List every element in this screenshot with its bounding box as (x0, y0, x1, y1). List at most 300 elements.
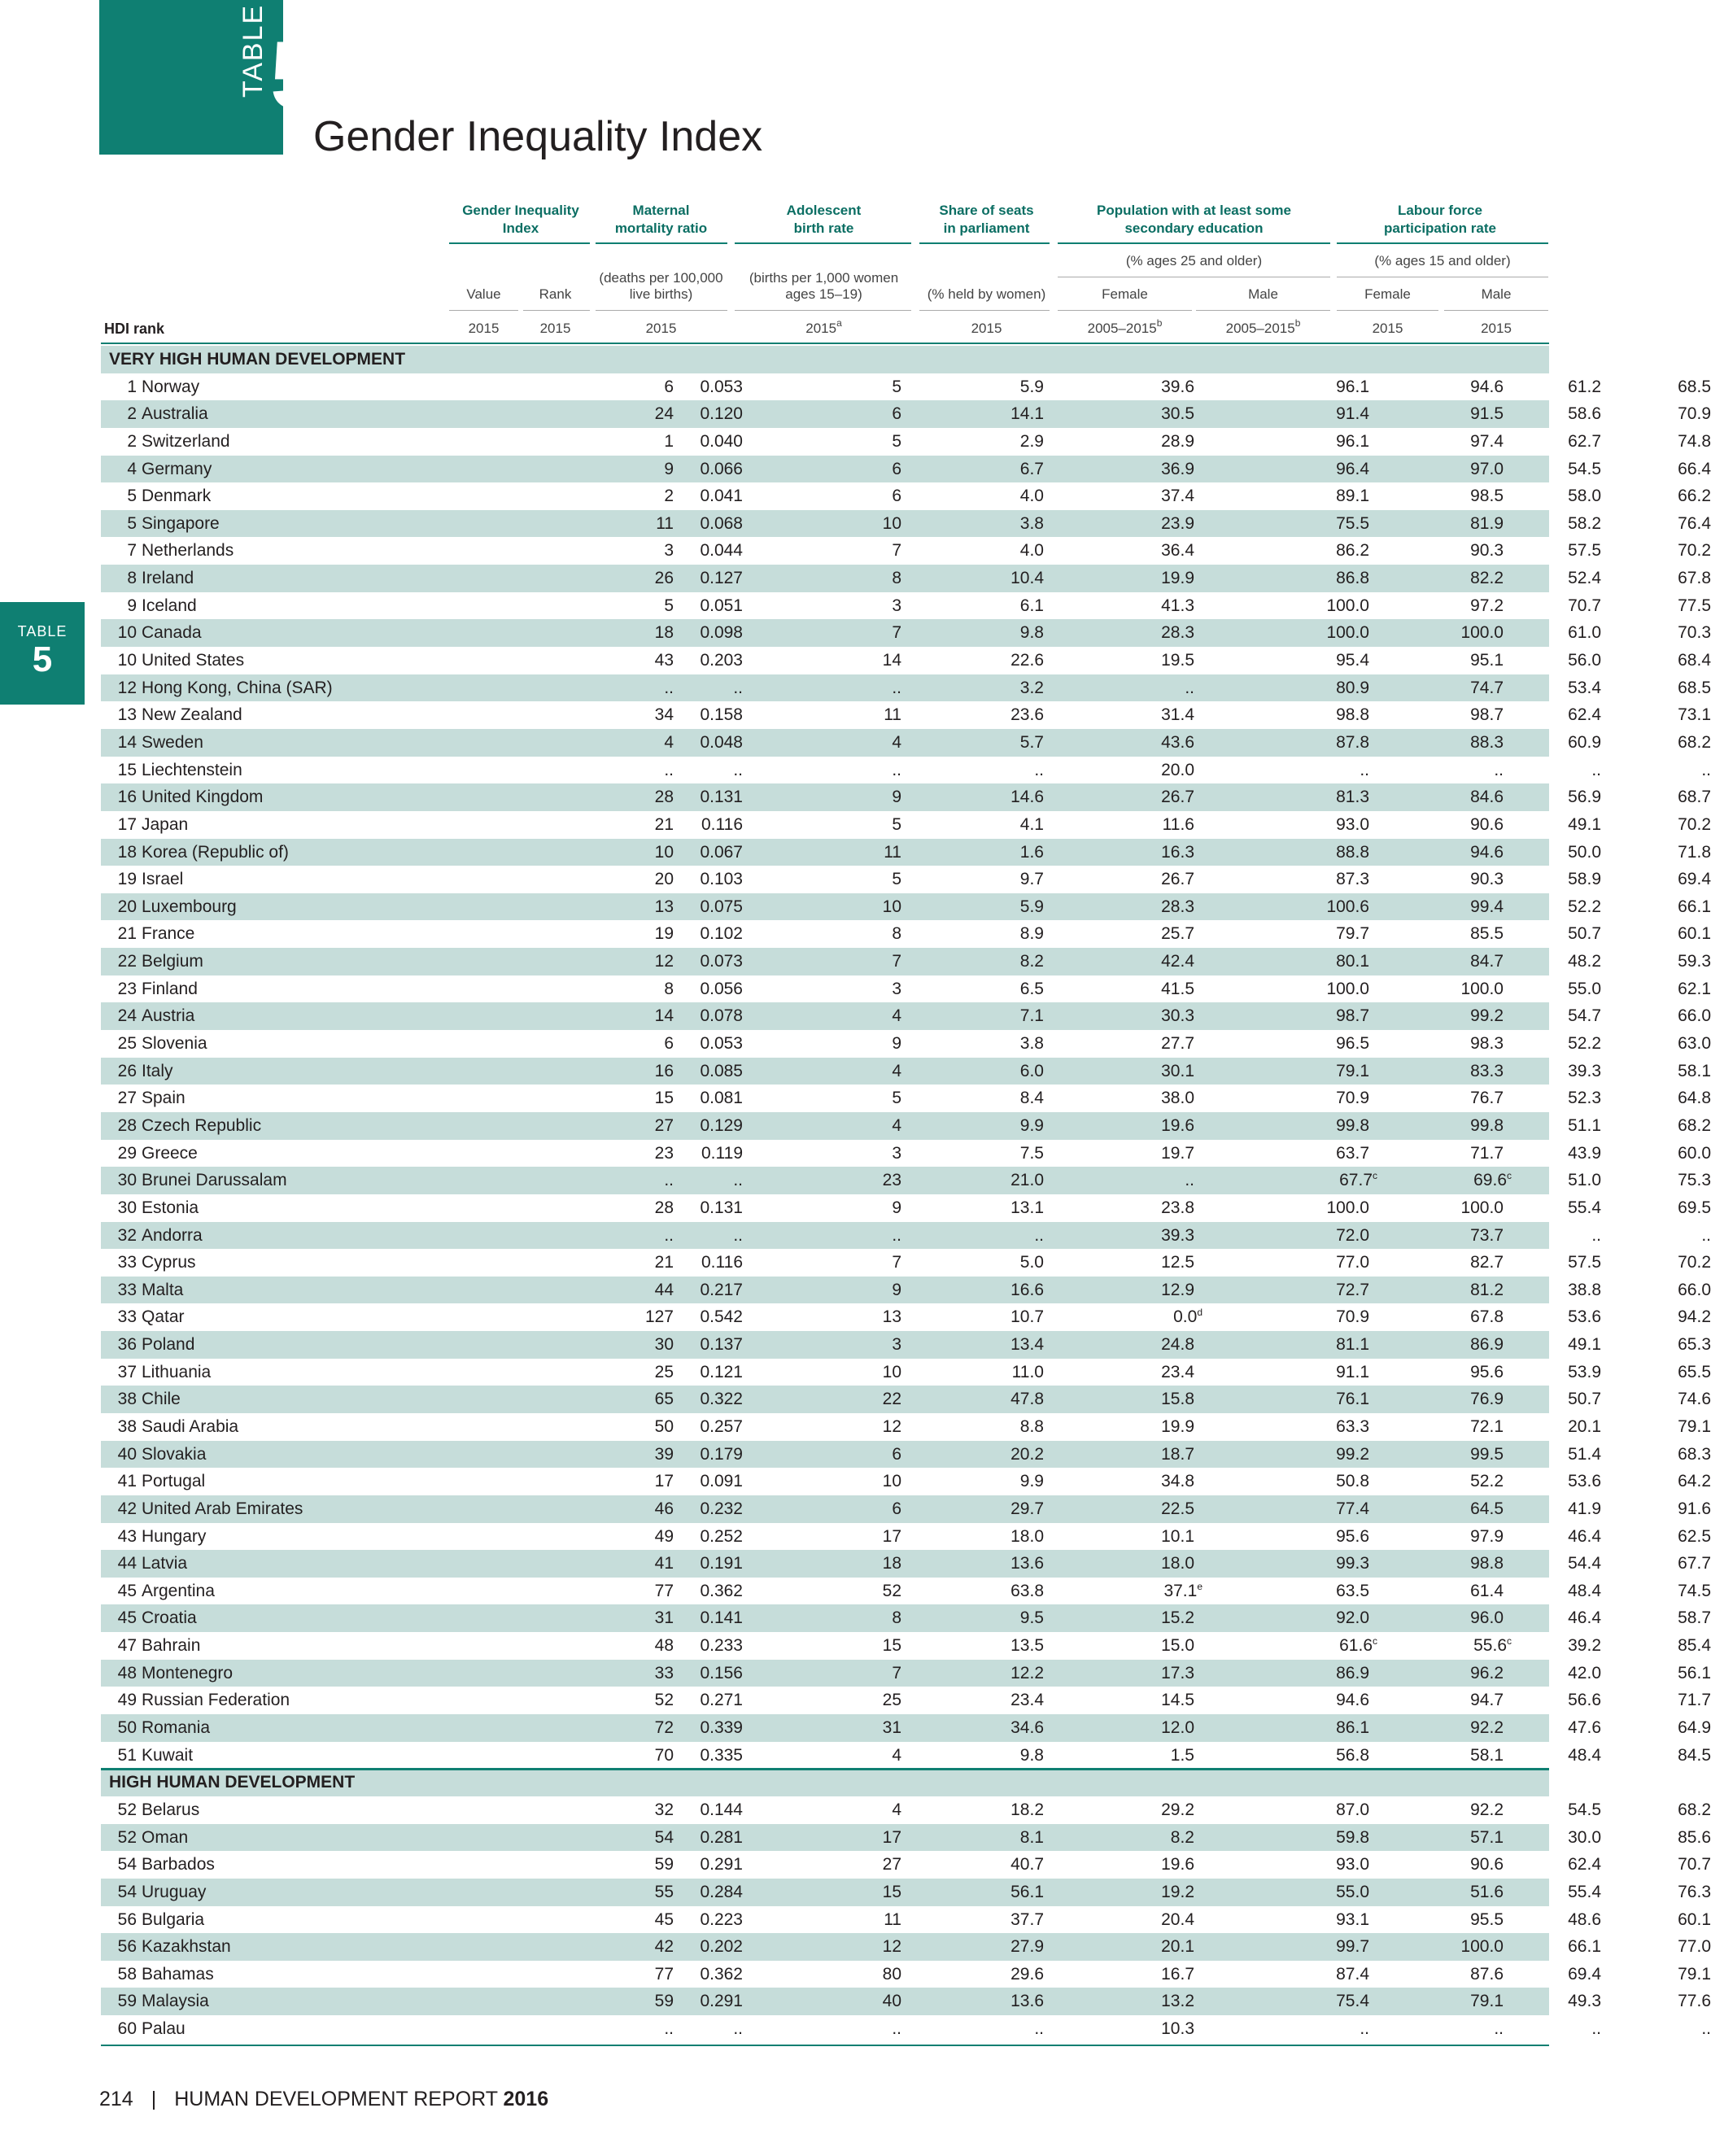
edu-female-cell: .. (1360, 2019, 1369, 2039)
table-row (101, 1632, 1711, 1660)
edu-female-cell: 95.4 (1336, 651, 1369, 670)
edu-female-cell: 50.8 (1336, 1472, 1369, 1491)
header-rule (1337, 310, 1438, 311)
edu-male-cell: 72.1 (1470, 1416, 1504, 1436)
edu-male-cell: 95.5 (1470, 1909, 1504, 1929)
abr-cell: 2.9 (1019, 431, 1044, 451)
lab-male-cell: 76.4 (1678, 513, 1711, 533)
edu-female-cell: 77.0 (1336, 1253, 1369, 1272)
lab-female-cell: 60.9 (1568, 732, 1601, 752)
gii-rank-cell: 45 (654, 1909, 674, 1929)
gii-rank-cell: 1 (664, 431, 674, 451)
edu-male-cell: 73.7 (1470, 1225, 1504, 1245)
hdi-rank-cell: 30 (117, 1198, 137, 1217)
lab-male-cell: 62.5 (1678, 1526, 1711, 1546)
parliament-cell: 41.5 (1161, 979, 1194, 998)
edu-male-cell: 86.9 (1470, 1335, 1504, 1355)
gii-rank-cell: 8 (664, 979, 674, 998)
table-row (101, 647, 1711, 674)
lab-female-cell: 58.6 (1568, 404, 1601, 424)
edu-female-cell: .. (1360, 760, 1369, 779)
lab-female-cell: 46.4 (1568, 1526, 1601, 1546)
edu-female-cell: 100.6 (1326, 897, 1369, 916)
gii-rank-cell: 11 (656, 513, 674, 533)
lab-female-cell: 53.4 (1568, 678, 1601, 697)
gii-rank-cell: 30 (654, 1335, 674, 1355)
hdi-rank-cell: 21 (117, 924, 137, 944)
country-cell: Belarus (142, 1800, 200, 1819)
mmr-cell: 9 (892, 1198, 901, 1217)
gii-rank-cell: 20 (654, 870, 674, 889)
table-row (101, 1386, 1711, 1413)
edu-male-cell: 100.0 (1460, 979, 1504, 998)
country-cell: United States (142, 651, 245, 670)
abr-cell: 8.9 (1019, 924, 1044, 944)
col-group-education: Population with at least some secondary education (1097, 203, 1291, 236)
table-row (101, 400, 1711, 428)
hdi-rank-cell: 37 (117, 1362, 137, 1381)
abr-cell: 7.1 (1019, 1006, 1044, 1026)
lab-female-cell: 58.0 (1568, 487, 1601, 506)
hdi-rank-cell: 24 (117, 1006, 137, 1026)
cell-value: 37.1 (1163, 1581, 1198, 1600)
country-cell: Poland (142, 1335, 195, 1355)
table-row (101, 1988, 1711, 2015)
lab-male-cell: 60.1 (1678, 924, 1711, 944)
table-row (101, 920, 1711, 948)
gii-value-cell: 0.119 (701, 1143, 743, 1163)
edu-male-cell: 97.9 (1470, 1526, 1504, 1546)
edu-female-cell: 81.1 (1336, 1335, 1369, 1355)
lab-male-cell: 60.0 (1678, 1143, 1711, 1163)
gii-value-cell: 0.223 (700, 1909, 743, 1929)
lab-male-cell: 70.2 (1678, 1253, 1711, 1272)
abr-cell: 9.9 (1019, 1472, 1044, 1491)
parliament-cell: 39.6 (1161, 377, 1194, 396)
hdi-rank-cell: 20 (117, 897, 137, 916)
parliament-cell: 26.7 (1161, 870, 1194, 889)
gii-rank-cell: 10 (654, 842, 674, 862)
gii-value-cell: 0.257 (700, 1416, 743, 1436)
parliament-cell: 23.4 (1161, 1362, 1194, 1381)
edu-male-cell: 96.0 (1470, 1608, 1504, 1628)
abr-cell: 18.2 (1010, 1800, 1044, 1819)
edu-female-cell: 72.0 (1336, 1225, 1369, 1245)
country-cell: Israel (142, 870, 184, 889)
parliament-cell: 28.9 (1161, 431, 1194, 451)
lab-male-cell: 68.2 (1678, 1115, 1711, 1135)
edu-female-cell: 93.0 (1336, 1855, 1369, 1874)
country-cell: Switzerland (142, 431, 230, 451)
edu-male-cell: 79.1 (1470, 1992, 1504, 2011)
country-cell: Malaysia (142, 1992, 209, 2011)
parliament-cell: 23.9 (1161, 513, 1194, 533)
year-mmr: 2015 (645, 321, 677, 336)
lab-male-cell: 64.8 (1678, 1089, 1711, 1108)
header-rule (1058, 242, 1330, 244)
mmr-cell: 40 (882, 1992, 901, 2011)
gii-rank-cell: 21 (654, 1253, 674, 1272)
lab-male-cell: 79.1 (1678, 1964, 1711, 1984)
mmr-cell: 25 (882, 1691, 901, 1710)
lab-male-cell: 76.3 (1678, 1882, 1711, 1901)
edu-female-cell: 89.1 (1336, 487, 1369, 506)
lab-male-cell: 77.0 (1678, 1937, 1711, 1957)
gii-rank-cell: 43 (654, 651, 674, 670)
gii-value-cell: 0.131 (700, 788, 743, 807)
lab-male-cell: 66.0 (1678, 1006, 1711, 1026)
gii-value-cell: 0.116 (701, 1253, 743, 1272)
unit-parliament: (% held by women) (927, 286, 1046, 302)
edu-male-cell: 95.6 (1470, 1362, 1504, 1381)
gii-rank-cell: 65 (654, 1390, 674, 1409)
table-row (101, 975, 1711, 1003)
gii-value-cell: .. (733, 1225, 743, 1245)
mmr-cell: 11 (884, 842, 901, 862)
edu-female-cell: 75.4 (1336, 1992, 1369, 2011)
lab-male-cell: 69.4 (1678, 870, 1711, 889)
parliament-cell: 37.4 (1161, 487, 1194, 506)
lab-male-cell: 73.1 (1678, 705, 1711, 725)
country-cell: Czech Republic (142, 1115, 262, 1135)
gii-value-cell: 0.120 (700, 404, 743, 424)
gii-rank-cell: 46 (654, 1499, 674, 1518)
table-row (101, 757, 1711, 784)
mmr-cell: 9 (892, 1280, 901, 1299)
gii-value-cell: 0.281 (700, 1827, 743, 1847)
hdi-rank-cell: 15 (117, 760, 137, 779)
page-title: Gender Inequality Index (313, 113, 763, 160)
edu-male-cell: 74.7 (1470, 678, 1504, 697)
lab-male-cell: 70.3 (1678, 623, 1711, 643)
parliament-cell: .. (1185, 678, 1194, 697)
edu-male-cell: 76.7 (1470, 1089, 1504, 1108)
parliament-cell: 1.5 (1170, 1745, 1194, 1765)
country-cell: Andorra (142, 1225, 203, 1245)
edu-male-cell: 81.2 (1470, 1280, 1504, 1299)
hdi-rank-cell: 38 (117, 1416, 137, 1436)
gii-rank-cell: 5 (664, 596, 674, 615)
hdi-rank-cell: 12 (117, 678, 137, 697)
lab-female-cell: 57.5 (1568, 1253, 1601, 1272)
hdi-rank-cell: 16 (117, 788, 137, 807)
edu-male-cell: 98.3 (1470, 1034, 1504, 1054)
abr-cell: 9.5 (1019, 1608, 1044, 1628)
mmr-cell: 80 (882, 1964, 901, 1984)
lab-female-cell: 58.2 (1568, 513, 1601, 533)
abr-cell: 8.1 (1019, 1827, 1044, 1847)
table-row (101, 893, 1711, 921)
edu-female-cell: 96.1 (1336, 431, 1369, 451)
parliament-cell: 36.9 (1161, 459, 1194, 478)
table-row (101, 1714, 1711, 1742)
country-cell: Japan (142, 814, 189, 834)
edu-female-cell: 87.0 (1336, 1800, 1369, 1819)
lab-female-cell: 54.4 (1568, 1554, 1601, 1573)
hdi-rank-cell: 22 (117, 952, 137, 971)
parliament-cell: 17.3 (1161, 1663, 1194, 1682)
parliament-cell: 23.8 (1161, 1198, 1194, 1217)
gii-value-cell: 0.053 (700, 1034, 743, 1054)
edu-male-cell: 84.6 (1470, 788, 1504, 807)
gii-value-cell: 0.048 (700, 732, 743, 752)
gii-rank-cell: 77 (654, 1964, 674, 1984)
edu-female-cell: 59.8 (1336, 1827, 1369, 1847)
lab-female-cell: 70.7 (1568, 596, 1601, 615)
subhead-lab-female: Female (1364, 286, 1411, 302)
mmr-cell: 23 (882, 1171, 901, 1190)
country-cell: Italy (142, 1061, 173, 1080)
mmr-cell: 3 (892, 1143, 901, 1163)
table-row (101, 592, 1711, 620)
lab-male-cell: 74.6 (1678, 1390, 1711, 1409)
gii-value-cell: 0.284 (700, 1882, 743, 1901)
lab-female-cell: 57.5 (1568, 541, 1601, 561)
lab-male-cell: 70.9 (1678, 404, 1711, 424)
mmr-cell: .. (892, 1225, 901, 1245)
mmr-cell: 4 (892, 1745, 901, 1765)
mmr-cell: 3 (892, 979, 901, 998)
edu-male-cell: 83.3 (1470, 1061, 1504, 1080)
gii-rank-cell: 14 (654, 1006, 674, 1026)
mmr-cell: 4 (892, 1115, 901, 1135)
gii-value-cell: 0.091 (700, 1472, 743, 1491)
hdi-rank-cell: 54 (117, 1882, 137, 1901)
table-row (101, 948, 1711, 975)
lab-female-cell: 53.9 (1568, 1362, 1601, 1381)
hdi-rank-cell: 13 (117, 705, 137, 725)
lab-female-cell: 30.0 (1568, 1827, 1601, 1847)
country-cell: Romania (142, 1718, 211, 1738)
parliament-cell: 19.9 (1161, 569, 1194, 588)
section-title: VERY HIGH HUMAN DEVELOPMENT (109, 350, 406, 369)
gii-rank-cell: 72 (654, 1718, 674, 1738)
abr-cell: .. (1034, 1225, 1044, 1245)
edu-male-cell: 92.2 (1470, 1800, 1504, 1819)
table-number: 5 (270, 22, 324, 129)
hdi-rank-cell: 4 (127, 459, 137, 478)
lab-female-cell: 51.0 (1568, 1171, 1601, 1190)
hdi-rank-cell: 25 (117, 1034, 137, 1054)
edu-male-cell: 100.0 (1460, 1937, 1504, 1957)
unit-mmr: (deaths per 100,000 live births) (599, 270, 723, 302)
country-cell: Cyprus (142, 1253, 196, 1272)
edu-male-cell: 90.6 (1470, 814, 1504, 834)
country-cell: Saudi Arabia (142, 1416, 239, 1436)
edu-male-cell: 91.5 (1470, 404, 1504, 424)
section-title: HIGH HUMAN DEVELOPMENT (109, 1773, 356, 1792)
mmr-cell: 8 (892, 569, 901, 588)
lab-female-cell: 56.6 (1568, 1691, 1601, 1710)
edu-female-cell: 75.5 (1336, 513, 1369, 533)
parliament-cell: 22.5 (1161, 1499, 1194, 1518)
header-rule (1058, 310, 1192, 311)
mmr-cell: 9 (892, 1034, 901, 1054)
lab-female-cell: 38.8 (1568, 1280, 1601, 1299)
parliament-cell: 12.5 (1161, 1253, 1194, 1272)
edu-female-cell: 99.8 (1336, 1115, 1369, 1135)
table-row (101, 839, 1711, 866)
edu-female-cell: 91.1 (1336, 1362, 1369, 1381)
mmr-cell: 4 (892, 1061, 901, 1080)
lab-male-cell: 70.2 (1678, 541, 1711, 561)
table-row (101, 1303, 1711, 1331)
lab-male-cell: 85.4 (1678, 1636, 1711, 1656)
lab-female-cell: 20.1 (1568, 1416, 1601, 1436)
edu-female-cell: 99.3 (1336, 1554, 1369, 1573)
hdi-rank-cell: 36 (117, 1335, 137, 1355)
gii-value-cell: 0.232 (700, 1499, 743, 1518)
gii-rank-cell: 34 (654, 705, 674, 725)
parliament-cell: 11.6 (1162, 814, 1194, 834)
hdi-rank-cell: 10 (117, 651, 137, 670)
abr-cell: 8.2 (1019, 952, 1044, 971)
edu-female-cell: 91.4 (1336, 404, 1369, 424)
abr-cell: 3.2 (1019, 678, 1044, 697)
table-row (101, 1523, 1711, 1551)
cell-value: 69.6 (1473, 1171, 1507, 1190)
parliament-cell: 25.7 (1161, 924, 1194, 944)
gii-value-cell: 0.044 (700, 541, 743, 561)
parliament-cell: 19.6 (1161, 1115, 1194, 1135)
mmr-cell: 11 (884, 1909, 901, 1929)
table-row (101, 1906, 1711, 1934)
lab-male-cell: 68.5 (1678, 678, 1711, 697)
year-abr (736, 317, 911, 337)
section-header (101, 1769, 1549, 1796)
abr-cell: 7.5 (1019, 1143, 1044, 1163)
lab-male-cell: 66.4 (1678, 459, 1711, 478)
table-row (101, 373, 1711, 401)
mmr-cell: 10 (882, 897, 901, 916)
lab-female-cell: 39.2 (1568, 1636, 1601, 1656)
gii-value-cell: 0.137 (700, 1335, 743, 1355)
table-row (101, 1933, 1711, 1961)
table-row (101, 1742, 1711, 1770)
lab-male-cell: 75.3 (1678, 1171, 1711, 1190)
lab-male-cell: 65.3 (1678, 1335, 1711, 1355)
edu-male-cell: 96.2 (1470, 1663, 1504, 1682)
lab-male-cell: 84.5 (1678, 1745, 1711, 1765)
hdi-rank-cell: 45 (117, 1581, 137, 1600)
gii-rank-cell: 32 (654, 1800, 674, 1819)
footnote-marker: e (1197, 1580, 1203, 1592)
mmr-cell: 6 (892, 1444, 901, 1464)
mmr-cell: 7 (892, 952, 901, 971)
hdi-rank-cell: 19 (117, 870, 137, 889)
year-lab-female: 2015 (1372, 321, 1403, 336)
hdi-rank-cell: 2 (127, 431, 137, 451)
parliament-cell: 41.3 (1161, 596, 1194, 615)
edu-male-cell: 64.5 (1470, 1499, 1504, 1518)
hdi-rank-cell: 17 (117, 814, 137, 834)
abr-cell: 20.2 (1010, 1444, 1044, 1464)
parliament-cell: 19.6 (1161, 1855, 1194, 1874)
lab-female-cell: 50.7 (1568, 1390, 1601, 1409)
hdi-rank-cell: 5 (127, 513, 137, 533)
hdi-rank-cell: 42 (117, 1499, 137, 1518)
gii-value-cell: 0.056 (700, 979, 743, 998)
parliament-cell: 19.5 (1161, 651, 1194, 670)
year-gii-rank: 2015 (539, 321, 571, 336)
abr-cell: 8.4 (1019, 1089, 1044, 1108)
year-edu-female (1058, 317, 1192, 337)
lab-female-cell: 39.3 (1568, 1061, 1601, 1080)
gii-value-cell: 0.335 (700, 1745, 743, 1765)
lab-male-cell: 64.2 (1678, 1472, 1711, 1491)
country-cell: Sweden (142, 732, 203, 752)
hdi-rank-cell: 49 (117, 1691, 137, 1710)
hdi-rank-cell: 44 (117, 1554, 137, 1573)
lab-female-cell: 48.4 (1568, 1581, 1601, 1600)
edu-female-cell: 63.3 (1336, 1416, 1369, 1436)
lab-male-cell: 70.2 (1678, 814, 1711, 834)
hdi-rank-cell: 52 (117, 1800, 137, 1819)
abr-cell: 14.6 (1010, 788, 1044, 807)
table-row (101, 1468, 1711, 1495)
table-row (101, 1112, 1711, 1140)
cell-value: 0.0 (1173, 1307, 1198, 1327)
edu-female-cell: 99.2 (1336, 1444, 1369, 1464)
parliament-cell: .. (1185, 1171, 1194, 1190)
gii-value-cell: 0.121 (700, 1362, 743, 1381)
mmr-cell: 12 (882, 1416, 901, 1436)
lab-male-cell: 77.6 (1678, 1992, 1711, 2011)
abr-cell: 23.6 (1010, 705, 1044, 725)
edu-male-cell: 82.2 (1470, 569, 1504, 588)
edu-female-cell: 92.0 (1336, 1608, 1369, 1628)
table-row (101, 1167, 1711, 1194)
gii-rank-cell: 9 (664, 459, 674, 478)
mmr-cell: 10 (882, 1472, 901, 1491)
country-cell: New Zealand (142, 705, 242, 725)
country-cell: Barbados (142, 1855, 215, 1874)
gii-rank-cell: 28 (654, 1198, 674, 1217)
lab-male-cell: 74.8 (1678, 431, 1711, 451)
country-cell: Bahrain (142, 1636, 201, 1656)
country-cell: Luxembourg (142, 897, 237, 916)
table-row (101, 619, 1711, 647)
lab-male-cell: 68.3 (1678, 1444, 1711, 1464)
edu-female-cell: 88.8 (1336, 842, 1369, 862)
edu-male-cell: 97.2 (1470, 596, 1504, 615)
mmr-cell: 7 (892, 1663, 901, 1682)
footnote-marker: b (1294, 317, 1301, 329)
edu-male-cell: 82.7 (1470, 1253, 1504, 1272)
lab-female-cell: 49.3 (1568, 1992, 1601, 2011)
parliament-cell: 29.2 (1161, 1800, 1194, 1819)
abr-cell: 13.4 (1010, 1335, 1044, 1355)
abr-cell: 6.0 (1019, 1061, 1044, 1080)
gii-value-cell: .. (733, 760, 743, 779)
abr-cell: 63.8 (1010, 1581, 1044, 1600)
gii-value-cell: 0.291 (700, 1855, 743, 1874)
edu-female-cell: 93.1 (1336, 1909, 1369, 1929)
gii-value-cell: 0.129 (700, 1115, 743, 1135)
mmr-cell: 4 (892, 1006, 901, 1026)
abr-cell: .. (1034, 760, 1044, 779)
edu-female-cell: 79.1 (1336, 1061, 1369, 1080)
country-cell: Hungary (142, 1526, 207, 1546)
abr-cell: 5.9 (1019, 897, 1044, 916)
parliament-cell: 18.7 (1161, 1444, 1194, 1464)
footnote-marker: a (836, 317, 842, 329)
lab-female-cell: 52.4 (1568, 569, 1601, 588)
table-row (101, 674, 1711, 702)
gii-value-cell: 0.362 (700, 1581, 743, 1600)
parliament-cell: 15.0 (1161, 1636, 1194, 1656)
country-cell: Bulgaria (142, 1909, 205, 1929)
